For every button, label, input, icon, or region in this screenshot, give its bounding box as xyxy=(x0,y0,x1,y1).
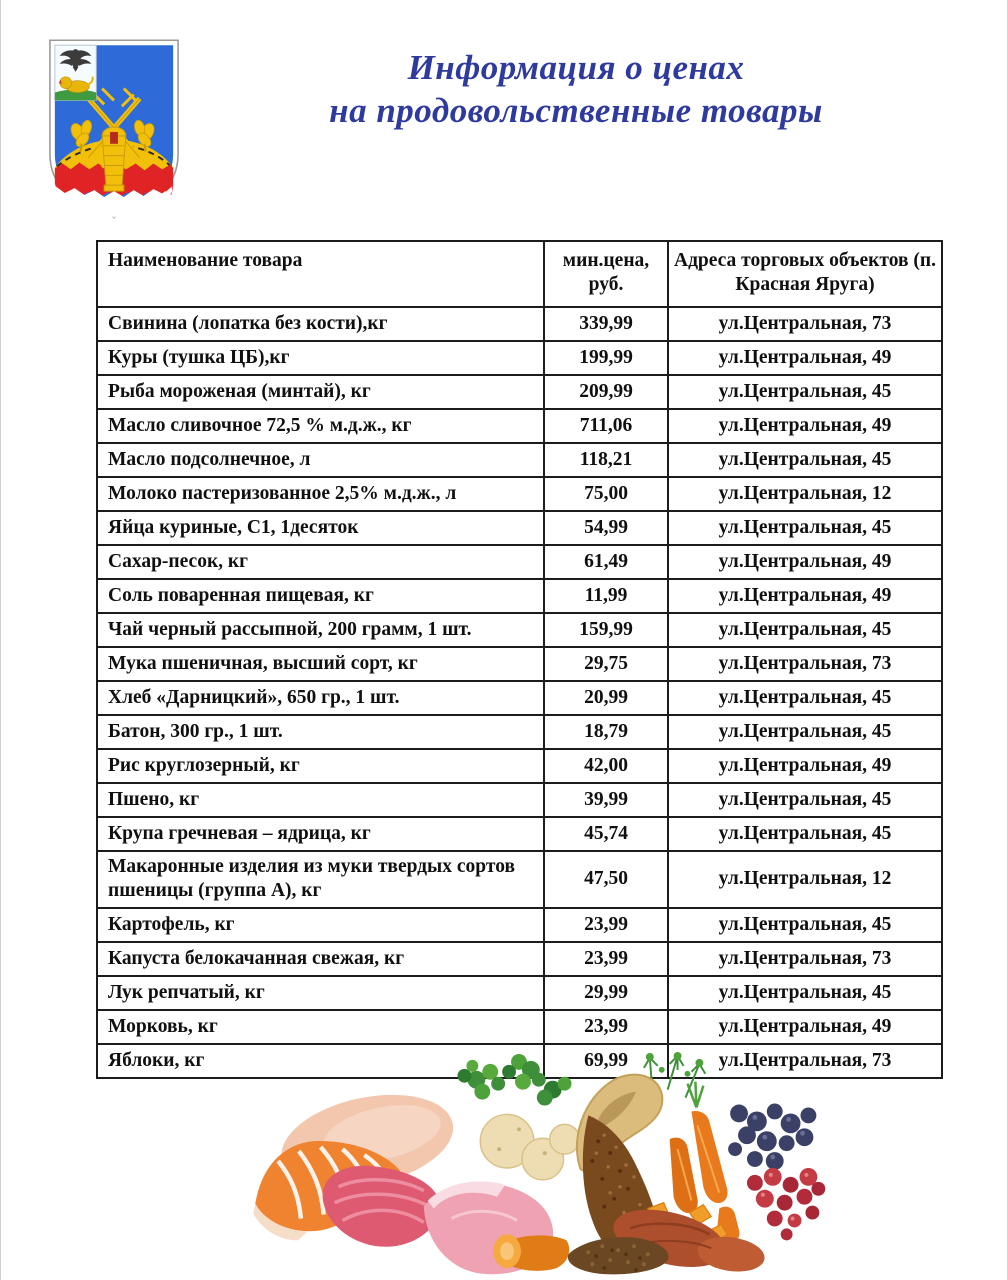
table-row xyxy=(97,976,942,1010)
product-name: Куры (тушка ЦБ),кг xyxy=(97,341,544,375)
product-address: ул.Центральная, 49 xyxy=(668,1010,942,1044)
page-title xyxy=(236,46,916,133)
table-row xyxy=(97,341,942,375)
product-name: Молоко пастеризованное 2,5% м.д.ж., л xyxy=(97,477,544,511)
product-address: ул.Центральная, 45 xyxy=(668,715,942,749)
product-price: 18,79 xyxy=(544,715,668,749)
greens xyxy=(458,1052,706,1108)
product-price: 11,99 xyxy=(544,579,668,613)
product-name: Капуста белокачанная свежая, кг xyxy=(97,942,544,976)
blueberries xyxy=(728,1104,816,1170)
table-row xyxy=(97,409,942,443)
product-price: 23,99 xyxy=(544,1010,668,1044)
product-address: ул.Центральная, 12 xyxy=(668,851,942,908)
product-address: ул.Центральная, 73 xyxy=(668,307,942,341)
page-title-line1: Информация о ценах xyxy=(407,48,745,87)
table-row xyxy=(97,1010,942,1044)
product-price: 29,75 xyxy=(544,647,668,681)
table-row xyxy=(97,715,942,749)
product-name: Рыба мороженая (минтай), кг xyxy=(97,375,544,409)
table-row xyxy=(97,511,942,545)
product-address: ул.Центральная, 45 xyxy=(668,613,942,647)
product-name: Мука пшеничная, высший сорт, кг xyxy=(97,647,544,681)
table-row xyxy=(97,307,942,341)
food-products-collage xyxy=(201,1050,831,1278)
coat-of-arms xyxy=(45,36,183,220)
price-table xyxy=(96,240,943,1079)
tuna-steak xyxy=(323,1166,441,1247)
header-address: Адреса торговых объектов (п. Красная Яруга) xyxy=(668,241,942,307)
table-row xyxy=(97,749,942,783)
product-price: 39,99 xyxy=(544,783,668,817)
table-row xyxy=(97,613,942,647)
table-row xyxy=(97,579,942,613)
product-name: Батон, 300 гр., 1 шт. xyxy=(97,715,544,749)
red-berries xyxy=(747,1168,825,1240)
product-price: 339,99 xyxy=(544,307,668,341)
product-price: 42,00 xyxy=(544,749,668,783)
product-price: 75,00 xyxy=(544,477,668,511)
table-header-row xyxy=(97,241,942,307)
carrot-cut xyxy=(493,1234,569,1270)
header-product-name: Наименование товара xyxy=(97,241,544,307)
product-price: 118,21 xyxy=(544,443,668,477)
product-price: 711,06 xyxy=(544,409,668,443)
product-name: Морковь, кг xyxy=(97,1010,544,1044)
product-name: Рис круглозерный, кг xyxy=(97,749,544,783)
table-row xyxy=(97,375,942,409)
page-title-line2: на продовольственные товары xyxy=(329,91,823,131)
potatoes xyxy=(480,1114,579,1179)
table-row xyxy=(97,545,942,579)
product-name: Макаронные изделия из муки твердых сортов пшеницы (группа А), кг xyxy=(97,851,544,908)
product-address: ул.Центральная, 73 xyxy=(668,647,942,681)
product-address: ул.Центральная, 49 xyxy=(668,579,942,613)
product-address: ул.Центральная, 49 xyxy=(668,341,942,375)
product-name: Сахар-песок, кг xyxy=(97,545,544,579)
table-row xyxy=(97,647,942,681)
product-address: ул.Центральная, 45 xyxy=(668,908,942,942)
product-address: ул.Центральная, 45 xyxy=(668,817,942,851)
product-address: ул.Центральная, 73 xyxy=(668,942,942,976)
product-name: Масло подсолнечное, л xyxy=(97,443,544,477)
product-price: 23,99 xyxy=(544,942,668,976)
table-row xyxy=(97,681,942,715)
product-price: 47,50 xyxy=(544,851,668,908)
seed-pile xyxy=(568,1237,669,1274)
header-min-price: мин.цена, руб. xyxy=(544,241,668,307)
product-address: ул.Центральная, 45 xyxy=(668,681,942,715)
table-row xyxy=(97,477,942,511)
product-address: ул.Центральная, 49 xyxy=(668,545,942,579)
product-address: ул.Центральная, 45 xyxy=(668,976,942,1010)
price-table-body xyxy=(97,307,942,1078)
product-name: Картофель, кг xyxy=(97,908,544,942)
product-name: Лук репчатый, кг xyxy=(97,976,544,1010)
product-name: Яблоки, кг xyxy=(97,1044,544,1078)
product-price: 199,99 xyxy=(544,341,668,375)
product-name: Масло сливочное 72,5 % м.д.ж., кг xyxy=(97,409,544,443)
product-price: 69,99 xyxy=(544,1044,668,1078)
table-row xyxy=(97,942,942,976)
product-name: Крупа гречневая – ядрица, кг xyxy=(97,817,544,851)
product-address: ул.Центральная, 45 xyxy=(668,783,942,817)
product-price: 20,99 xyxy=(544,681,668,715)
product-address: ул.Центральная, 73 xyxy=(668,1044,942,1078)
product-name: Чай черный рассыпной, 200 грамм, 1 шт. xyxy=(97,613,544,647)
product-address: ул.Центральная, 49 xyxy=(668,749,942,783)
product-address: ул.Центральная, 12 xyxy=(668,477,942,511)
product-price: 45,74 xyxy=(544,817,668,851)
product-name: Свинина (лопатка без кости),кг xyxy=(97,307,544,341)
product-address: ул.Центральная, 45 xyxy=(668,511,942,545)
product-price: 23,99 xyxy=(544,908,668,942)
product-address: ул.Центральная, 45 xyxy=(668,443,942,477)
product-address: ул.Центральная, 45 xyxy=(668,375,942,409)
product-price: 209,99 xyxy=(544,375,668,409)
product-name: Соль поваренная пищевая, кг xyxy=(97,579,544,613)
table-row xyxy=(97,817,942,851)
product-price: 159,99 xyxy=(544,613,668,647)
product-address: ул.Центральная, 49 xyxy=(668,409,942,443)
table-row xyxy=(97,908,942,942)
product-price: 29,99 xyxy=(544,976,668,1010)
product-name: Хлеб «Дарницкий», 650 гр., 1 шт. xyxy=(97,681,544,715)
table-row xyxy=(97,783,942,817)
table-row xyxy=(97,851,942,908)
product-name: Пшено, кг xyxy=(97,783,544,817)
product-name: Яйца куриные, С1, 1десяток xyxy=(97,511,544,545)
product-price: 54,99 xyxy=(544,511,668,545)
product-price: 61,49 xyxy=(544,545,668,579)
table-row xyxy=(97,443,942,477)
